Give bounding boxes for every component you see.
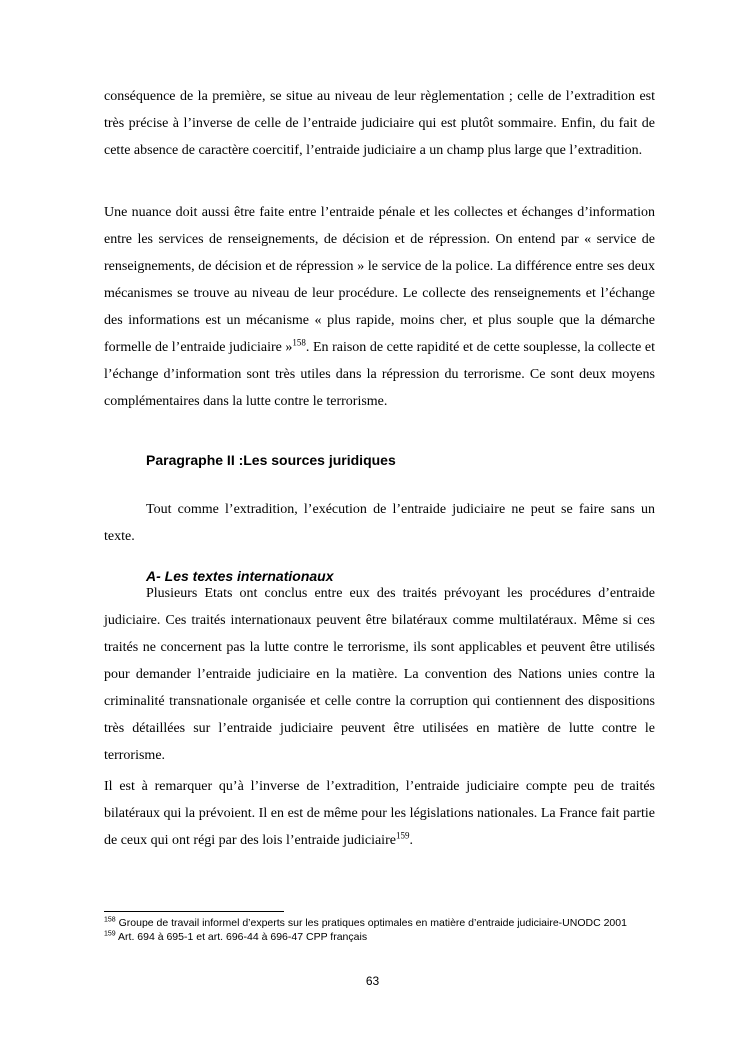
footnote-159 xyxy=(104,930,659,944)
paragraph-4 xyxy=(104,580,655,769)
paragraph-2-text-end: . En raison de cette rapidité et de cette souplesse, la collecte et l’échange d’information sont très utiles dans la répression du terrorisme. Ce sont deux moyens complémentaires dans la lutte contre le terrorisme. xyxy=(104,340,655,409)
footnotes xyxy=(104,916,659,944)
footnote-separator xyxy=(104,911,284,912)
paragraph-5-text-end: . xyxy=(409,833,413,848)
footnote-158 xyxy=(104,916,659,930)
paragraph-5 xyxy=(104,773,655,854)
paragraph-1 xyxy=(104,83,655,164)
footnote-ref-158: 158 xyxy=(292,337,306,348)
footnote-159-number: 159 xyxy=(104,930,116,938)
footnote-ref-159: 159 xyxy=(395,830,410,841)
paragraph-1-text: conséquence de la première, se situe au niveau de leur règlementation ; celle de l’extradition est très précise à l’inverse de celle de l’entraide judiciaire qui est plutôt sommaire. Enfin, du fait de cette absence de caractère coercitif, l’entraide judiciaire a un champ plus large que l’extradition. xyxy=(104,89,655,158)
paragraph-2 xyxy=(104,199,655,415)
page-number: 63 xyxy=(365,974,380,988)
footnote-159-text: Art. 694 à 695-1 et art. 696-44 à 696-47 CPP français xyxy=(115,931,368,943)
section-heading: Paragraphe II :Les sources juridiques xyxy=(146,452,396,468)
paragraph-2-text: Une nuance doit aussi être faite entre l’entraide pénale et les collectes et échanges d’information entre les services de renseignements, de décision et de répression. On entend par « service de renseignements, de décision et de répression » le service de la police. La différence entre ses deux mécanismes se trouve au niveau de leur procédure. Le collecte des renseignements et l’échange des informations est un mécanisme « plus rapide, moins cher, et plus souple que la démarche formelle de l’entraide judiciaire » xyxy=(104,205,655,355)
paragraph-4-text: Plusieurs Etats ont conclus entre eux des traités prévoyant les procédures d’entraide judiciaire. Ces traités internationaux peuvent être bilatéraux comme multilatéraux. Même si ces traités ne concernent pas la lutte contre le terrorisme, ils sont applicables et peuvent être utilisés pour demander l’entraide judiciaire en la matière. La convention des Nations unies contre la criminalité transnationale organisée et celle contre la corruption qui contiennent des dispositions très détaillées sur l’entraide judiciaire peuvent être utilisées en matière de lutte contre le terrorisme. xyxy=(104,586,655,763)
footnote-158-text: Groupe de travail informel d’experts sur les pratiques optimales en matière d’entraide judiciaire-UNODC 2001 xyxy=(115,917,627,929)
paragraph-5-text: Il est à remarquer qu’à l’inverse de l’extradition, l’entraide judiciaire compte peu de traités bilatéraux qui la prévoient. Il en est de même pour les législations nationales. La France fait partie de ceux qui ont régi par des lois l’entraide judiciaire xyxy=(104,779,655,848)
paragraph-3-text: Tout comme l’extradition, l’exécution de l’entraide judiciaire ne peut se faire sans un texte. xyxy=(104,502,655,544)
footnote-158-number: 158 xyxy=(104,916,116,924)
paragraph-3 xyxy=(104,496,655,550)
subsection-heading: A- Les textes internationaux xyxy=(146,568,334,584)
